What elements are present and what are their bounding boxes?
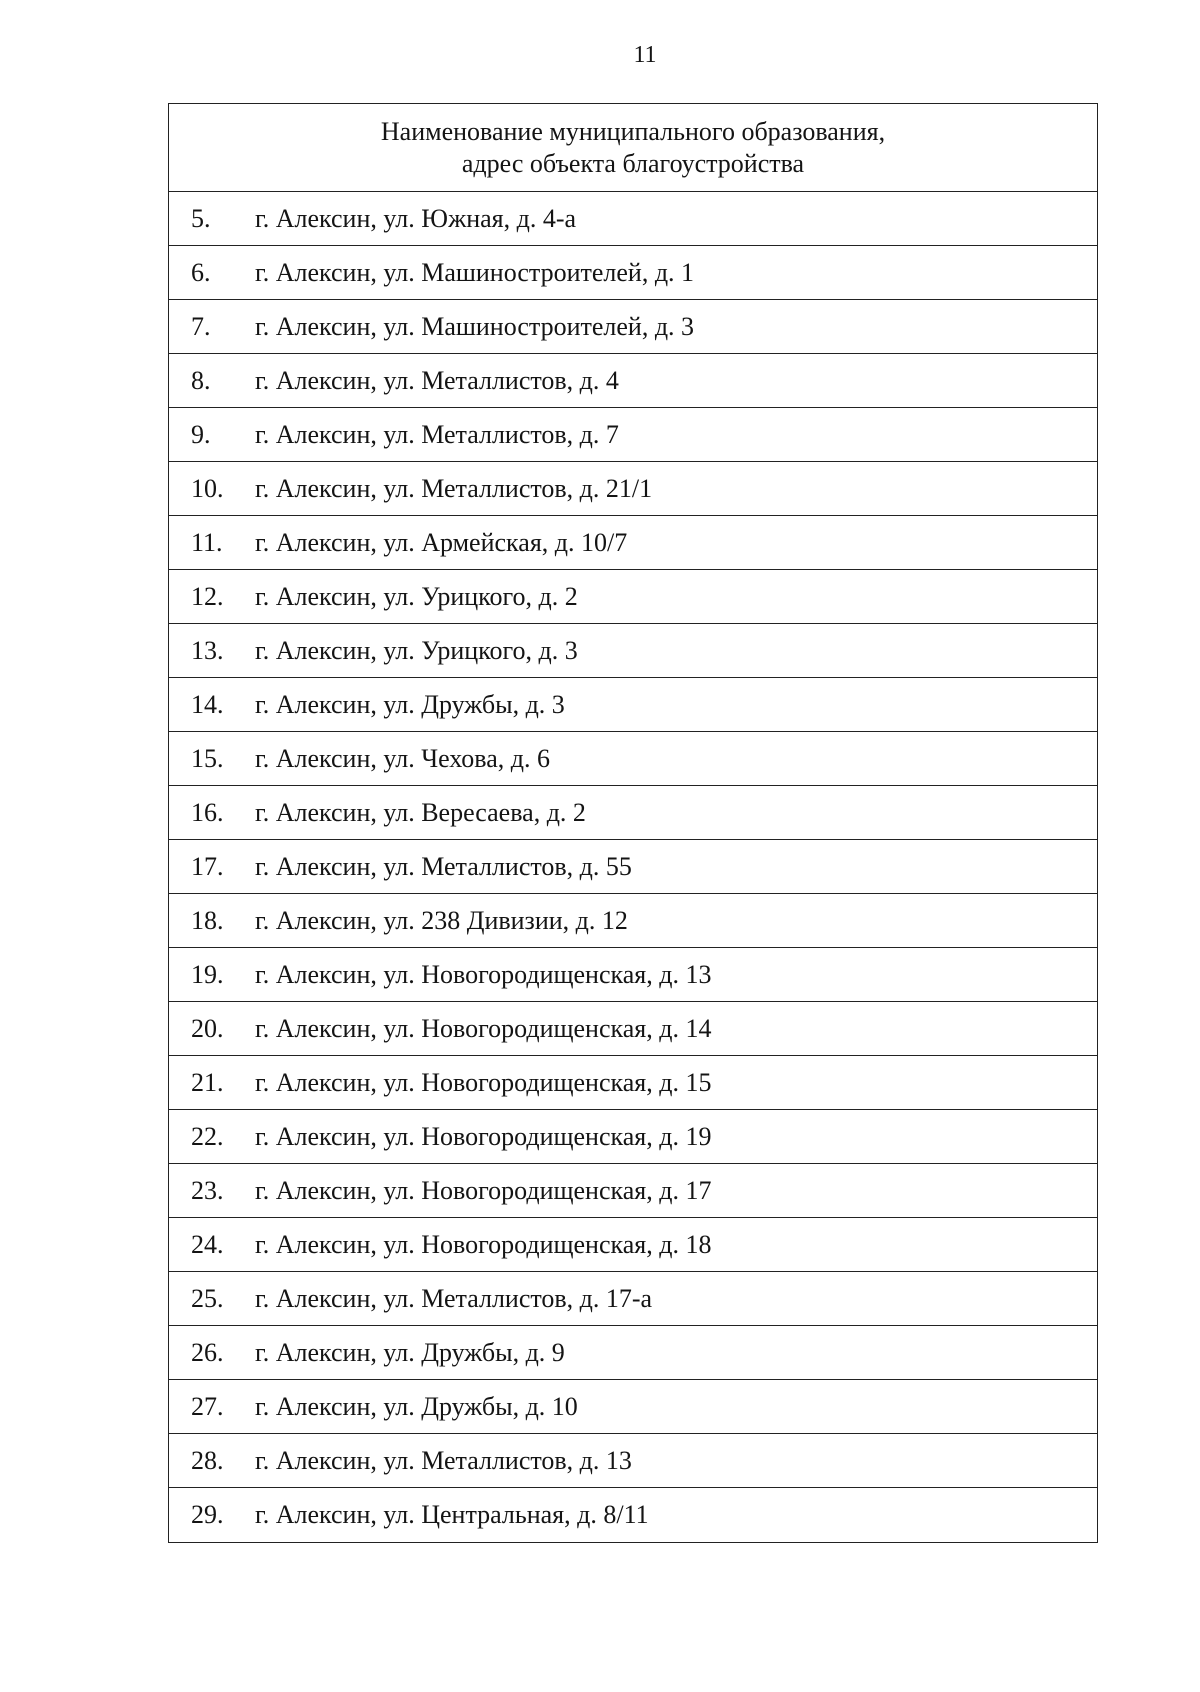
table-row: [169, 894, 1097, 948]
row-address: г. Алексин, ул. 238 Дивизии, д. 12: [255, 905, 628, 935]
row-number: 21.: [191, 1067, 224, 1097]
table-row: [169, 1164, 1097, 1218]
table-row: [169, 786, 1097, 840]
row-address: г. Алексин, ул. Новогородищенская, д. 13: [255, 959, 712, 989]
table-row: [169, 624, 1097, 678]
row-number: 27.: [191, 1391, 224, 1421]
row-number: 7.: [191, 311, 211, 341]
row-number: 5.: [191, 203, 211, 233]
row-number: 29.: [191, 1500, 224, 1529]
row-address: г. Алексин, ул. Новогородищенская, д. 15: [255, 1067, 712, 1097]
table-row: [169, 948, 1097, 1002]
row-address: г. Алексин, ул. Металлистов, д. 4: [255, 365, 619, 395]
row-address: г. Алексин, ул. Новогородищенская, д. 19: [255, 1121, 712, 1151]
row-number: 12.: [191, 581, 224, 611]
page-number: 11: [633, 42, 657, 68]
table-row: [169, 1218, 1097, 1272]
row-address: г. Алексин, ул. Дружбы, д. 10: [255, 1391, 578, 1421]
row-number: 17.: [191, 851, 224, 881]
header-line-2: адрес объекта благоустройства: [461, 148, 805, 178]
table-row: [169, 1056, 1097, 1110]
table-row: [169, 1434, 1097, 1488]
table-row: [169, 678, 1097, 732]
row-number: 19.: [191, 959, 224, 989]
row-number: 23.: [191, 1175, 224, 1205]
row-address: г. Алексин, ул. Вересаева, д. 2: [255, 797, 586, 827]
table-row: [169, 408, 1097, 462]
row-address: г. Алексин, ул. Металлистов, д. 55: [255, 851, 632, 881]
address-table: [168, 103, 1098, 1543]
table-row: [169, 354, 1097, 408]
row-number: 16.: [191, 797, 224, 827]
row-number: 22.: [191, 1121, 224, 1151]
row-address: г. Алексин, ул. Металлистов, д. 13: [255, 1445, 632, 1475]
table-row: [169, 516, 1097, 570]
row-address: г. Алексин, ул. Дружбы, д. 3: [255, 689, 565, 719]
table-row: [169, 570, 1097, 624]
row-address: г. Алексин, ул. Металлистов, д. 21/1: [255, 473, 653, 503]
row-address: г. Алексин, ул. Новогородищенская, д. 17: [255, 1175, 712, 1205]
row-number: 13.: [191, 635, 224, 665]
row-number: 10.: [191, 473, 224, 503]
row-address: г. Алексин, ул. Центральная, д. 8/11: [255, 1500, 649, 1529]
row-address: г. Алексин, ул. Урицкого, д. 3: [255, 635, 578, 665]
row-address: г. Алексин, ул. Машиностроителей, д. 3: [255, 311, 695, 341]
table-row: [169, 1326, 1097, 1380]
row-address: г. Алексин, ул. Металлистов, д. 7: [255, 419, 619, 449]
row-address: г. Алексин, ул. Чехова, д. 6: [255, 743, 551, 773]
table-row: [169, 1380, 1097, 1434]
table-row: [169, 1272, 1097, 1326]
row-number: 18.: [191, 905, 224, 935]
row-address: г. Алексин, ул. Новогородищенская, д. 18: [255, 1229, 712, 1259]
row-number: 28.: [191, 1445, 224, 1475]
table-row: [169, 300, 1097, 354]
table-row: [169, 1110, 1097, 1164]
row-number: 14.: [191, 689, 224, 719]
row-address: г. Алексин, ул. Металлистов, д. 17-а: [255, 1283, 653, 1313]
row-number: 20.: [191, 1013, 224, 1043]
row-address: г. Алексин, ул. Машиностроителей, д. 1: [255, 257, 695, 287]
row-number: 11.: [191, 527, 223, 557]
row-address: г. Алексин, ул. Урицкого, д. 2: [255, 581, 578, 611]
row-number: 8.: [191, 365, 211, 395]
table-header: [169, 104, 1097, 192]
table-row: [169, 246, 1097, 300]
table-row: [169, 732, 1097, 786]
table-row: [169, 192, 1097, 246]
table-row: [169, 1002, 1097, 1056]
row-number: 6.: [191, 257, 211, 287]
row-number: 15.: [191, 743, 224, 773]
row-address: г. Алексин, ул. Дружбы, д. 9: [255, 1337, 565, 1367]
table-row: [169, 1488, 1097, 1542]
header-line-1: Наименование муниципального образования,: [380, 116, 886, 146]
row-number: 26.: [191, 1337, 224, 1367]
table-row: [169, 840, 1097, 894]
row-number: 25.: [191, 1283, 224, 1313]
table-row: [169, 462, 1097, 516]
row-address: г. Алексин, ул. Армейская, д. 10/7: [255, 527, 628, 557]
row-address: г. Алексин, ул. Южная, д. 4-а: [255, 203, 577, 233]
row-number: 24.: [191, 1229, 224, 1259]
row-number: 9.: [191, 419, 211, 449]
row-address: г. Алексин, ул. Новогородищенская, д. 14: [255, 1013, 712, 1043]
